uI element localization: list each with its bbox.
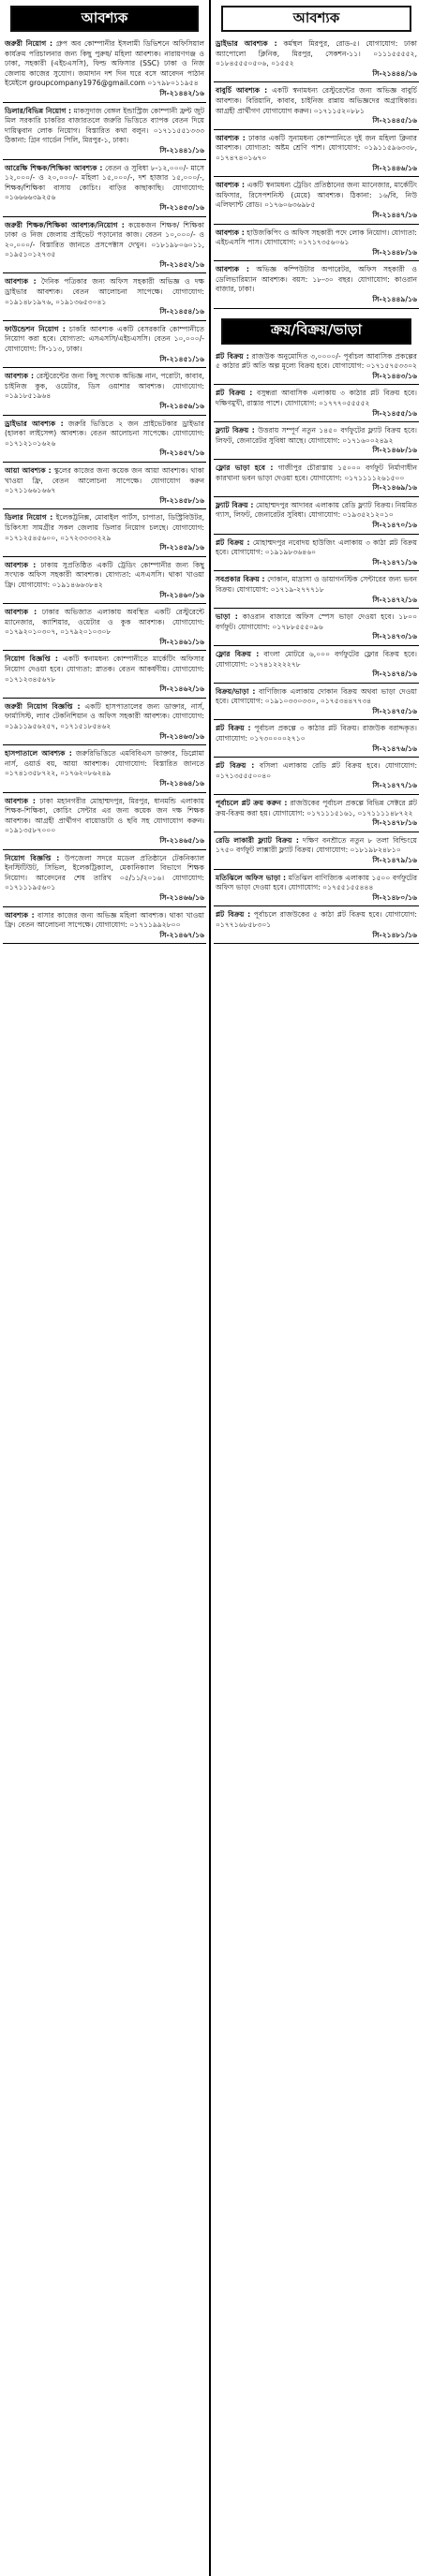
ad-code: সি-২১৪৪৪/১৬ [372,68,417,78]
classified-ad [3,852,206,907]
ad-body: পূর্বাচল প্রকল্পে ৩ কাঠার প্লট বিক্রয়। রাজউক বরাদ্দকৃত। যোগাযোগ: ০১৭৩০০০০২৭১০ [216,724,417,743]
ad-code: সি-২১৪৬৯/১৬ [372,483,417,493]
ad-code: সি-২১৪৬৮/১৬ [372,446,417,455]
ad-code: সি-২১৪৭২/১৬ [372,595,417,604]
ad-title: ভাড়া : [216,612,238,622]
ad-code: সি-২১৪৬১/১৬ [159,637,204,646]
ad-title: প্লট বিক্রয় : [216,537,250,547]
ad-title: আয়া আবশ্যক : [5,465,52,475]
ad-code: সি-২১৪৫২/১৬ [159,259,204,269]
classified-ad [214,462,419,497]
classified-ad [214,350,419,386]
classified-ad [214,387,419,422]
classified-ad [3,370,206,415]
ad-body: উপজেলা সদরে মডেল প্রতিষ্ঠানে টেকনিক্যাল ইনস্টিটিউট, সিভিল, ইলেকট্রিক্যাল, মেকানিক্যাল বিভাগে শিক্ষক নিয়োগ। আবেদনের শেষ তারিখ ০৫/১১/২০১৬। যোগাযোগ: ০১৭১১১৯৫৬০১ [5,853,204,892]
ad-code: সি-২১৪৭৮/১৬ [372,818,417,828]
classified-ad [3,464,206,509]
classified-ad [214,908,419,944]
classified-ad [3,795,206,850]
classified-ad [3,700,206,745]
ad-body: বসিলা এলাকায় রেডি প্লট বিক্রয় হবে। যোগাযোগ: ০১৭১৩৫৫৫০০৪০ [216,761,417,780]
classified-ad [214,648,419,684]
left-ads-list [3,37,206,944]
classified-ad [214,37,419,82]
ad-body: কর্মস্থল মিরপুর, রোড-৫। যোগাযোগ: ঢাকা অ্যাপোলো ক্লিনিক, মিরপুর, সেকশন-১১। ০১১১৫৫৫৫২, ০১৮৪৫৫৫০৫০৬, ০১৫৫২ [216,39,417,68]
ad-title: বাবুর্চি আবশ্যক : [216,86,268,96]
ad-code: সি-২১৪৬৭/১৬ [159,930,204,939]
ad-body: স্কুলের কাজের জন্য কয়েক জন আয়া আবশ্যক। থাকা খাওয়া ফ্রি, বেতন আলোচনা সাপেক্ষে। যোগাযোগ করুন ০১৭১১৬৬১৬৬৭ [5,465,204,495]
ad-code: সি-২১৪৬২/১৬ [159,684,204,694]
classified-ad [214,424,419,460]
classified-ad [3,275,206,320]
ad-code: সি-২১৪৪৯/১৬ [372,295,417,304]
classified-ad [214,797,419,832]
ad-code: সি-২১৪৬৫/১৬ [159,835,204,845]
ad-code: সি-২১৪৪৭/১৬ [372,210,417,219]
classified-ad [3,559,206,604]
ad-code: সি-২১৪৫৯/১৬ [159,543,204,552]
ad-body: বসুন্ধরা আবাসিক এলাকায় ৩ কাঠার প্লট বিক্রয় হবে। দক্ষিণমুখী, রাস্তার পাশে। যোগাযোগ: ০১৭৭৭০৫৫৫৫২ [216,389,417,408]
ad-body: চাকরি আবশ্যক একটি বেসরকারি কোম্পানীতে নিয়োগ করা হবে। যোগ্যতা: এসএসসি/এইচএসসি। বেতন ১০,০০০/- যোগাযোগ: সি-১১৩, ঢাকা। [5,324,204,354]
ad-body: রাজউকের পূর্বাচল প্রকল্পে বিভিন্ন সেক্টরে প্লট ক্রয়-বিক্রয় করা হয়। যোগাযোগ: ০১৭১১১৫১৬১, ০১৭১১১১৪৮৭২২ [216,799,417,817]
ad-body: কাওরান বাজারে অফিস স্পেস ভাড়া দেওয়া হবে। ১৮০০ বর্গফুট। যোগাযোগ: ০১৭৮৮৫৫৫০৯৬ [216,612,418,631]
ad-title: ড্রাইভার আবশ্যক : [5,419,64,428]
ad-body: মাকসুদাজ বেঙ্গল ইন্ডাস্ট্রিজ কোম্পানী ফ্রন্ট জুট মিল সরকারি চাকরির বাজারতলে জরুরি ভিত্তিতে ব্যাপক বেতন দিয়ে দায়িত্ববান লোক নিয়োগ। বিস্তারিত কথা বলুন। ০১৭১১৫৫১৩৩৩ ঠিকানা: গ্রিন গার্ডেন পিলি, মিরপুর-১, ঢাকা। [5,106,204,145]
ad-body: পূর্বাচলে রাজউকের ৫ কাঠা প্লট বিক্রয় হবে। যোগাযোগ: ০১৭৭১৬৮৫৮৩০১ [216,910,417,929]
ad-body: একটি স্বনামধন্য রেস্টুরেন্টের জন্য অভিজ্ঞ বাবুর্চি আবশ্যক। বিরিয়ানি, কাবাব, চাইনিজ রান্নায় অভিজ্ঞদের অগ্রাধিকার। আগ্রহী প্রার্থীগণ যোগাযোগ করুন। ০১৭১১৫২০৮৮১ [216,86,417,115]
ad-title: ফ্লোর ভাড়া হবে : [216,464,274,472]
classified-ad [214,537,419,572]
ad-body: ঢাকার একটি সুনামধন্য কোম্পানিতে দুই জন মহিলা ক্লিনার আবশ্যক। যোগ্যতা: অষ্টম শ্রেণি পাশ। যোগাযোগ: ০১৯১১৫৯৬৩৩৮, ০১৭৪৭৪০১৬৭০ [216,133,417,162]
classified-ad [3,511,206,556]
ad-code: সি-২১৪৫৪/১৬ [159,307,204,316]
ad-title: মতিঝিলে অফিস ভাড়া : [216,873,287,882]
ad-code: সি-২১৪৭৯/১৬ [372,856,417,864]
ad-code: সি-২১৪৭৩/১৬ [372,632,417,641]
ad-title: জরুরী নিয়োগ : [5,39,53,48]
right-ads-list [214,37,419,309]
ad-body: বাংলা মোটরে ৬,০০০ বর্গফুটের ফ্লোর বিক্রয় হবে। যোগাযোগ: ০১৭৪১২২২২৭৮ [216,649,417,669]
ad-title: নিয়োগ বিজ্ঞপ্তি : [5,655,58,664]
ad-body: গাজীপুর চৌরাস্তায় ১৫০০০ বর্গফুট নির্মাণাধীন কারখানা ভবন ভাড়া দেওয়া হবে। যোগাযোগ: ০১৭১১১১২৬১৫০০ [216,464,418,482]
ad-title: নিয়োগ বিজ্ঞপ্তি : [5,853,60,862]
ad-code: সি-২১৪৪২/১৬ [159,88,204,97]
ad-body: একটি হাসপাতালের জন্য ডাক্তার, নার্স, ফার্মাসিস্ট, ল্যাব টেকনিশিয়ান ও অফিস সহকারী আবশ্যক। যোগাযোগ: ০১৯১১৯৫৬২৫৭, ০১৭১৫১৮৫৪৬২ [5,701,205,731]
classified-ad [214,722,419,758]
ad-code: সি-২১৪৫৫/১৬ [372,408,417,418]
classified-ad [214,573,419,609]
sale-ads-list [214,350,419,945]
ad-body: ঢাকা মহানগরীর মোহাম্মদপুর, মিরপুর, ধানমন্ডি এলাকায় শিক্ষক-শিক্ষিকা, কোচিং সেন্টার এর জন্য কয়েক জন দক্ষ শিক্ষক আবশ্যক। আগ্রহী প্রার্থীগণ বায়োডাটা ও ছবি সহ যোগাযোগ করুন। ০১৯১৩৫৮৭০০০ [5,796,204,835]
ad-code: সি-২১৪৪১/১৬ [159,145,204,155]
ad-body: দক্ষিণ বনশ্রীতে নতুন ৮ তলা বিল্ডিংয়ে ১৭৫০ বর্গফুট লাক্সারী ফ্ল্যাট বিক্রয়। যোগাযোগ: ০১৮১৯৮২৪৮১০ [216,835,417,855]
classified-ad [214,759,419,795]
classified-ad [214,499,419,535]
classified-ad [214,685,419,721]
ad-title: সবপ্রকার বিক্রয় : [216,575,265,584]
ad-code: সি-২১৪৭৬/১৬ [372,743,417,753]
ad-title: ফ্লোর বিক্রয় : [216,649,260,658]
ad-body: উত্তরায় সম্পূর্ণ নতুন ১৪৫০ বর্গফুটের ফ্ল্যাট বিক্রয় হবে। লিফট, জেনারেটর সুবিধা আছে। যোগাযোগ: ০১৭১৬০০২৪৯২ [216,426,418,445]
ad-body: বাণিজ্যিক এলাকায় দোকান বিক্রয় অথবা ভাড়া দেওয়া হবে। যোগাযোগ: ০১৯১০৩৩০৩৩০, ০১৭৫৩৪৪৭৭৩৪ [216,686,417,706]
ad-title: আবশ্যক : [216,181,245,190]
ad-body: হাউজকিপিং ও অফিস সহকারী পদে লোক নিয়োগ। যোগ্যতা: এইচএসসি পাস। যোগাযোগ: ০১৭১৭৩৫৬০৬১ [216,228,417,247]
ad-title: আবশ্যক : [5,910,35,920]
classified-ad [3,37,206,103]
ad-code: সি-২১৪৪৩/১৬ [372,371,417,380]
ad-title: আরেক্ষি শিক্ষক/শিক্ষিকা আবশ্যক : [5,163,103,172]
classified-ad [214,263,419,308]
ad-body: অভিজ্ঞ কম্পিউটার অপারেটর, অফিস সহকারী ও ডেলিভারিম্যান আবশ্যক। বয়স: ১৮-৩০ বছর। যোগাযোগ: কাওরান বাজার, ঢাকা। [216,265,417,294]
ad-code: সি-২১৪৪৫/১৬ [372,116,417,125]
section-heading-required-right: আবশ্যক [221,6,411,32]
ad-code: সি-২১৪৫৩/১৬ [159,202,204,212]
section-heading-required: আবশ্যক [10,6,199,32]
ad-title: আবশ্যক : [216,265,249,274]
ad-body: একটি স্বনামধন্য ট্রেডিং প্রতিষ্ঠানের জন্য ম্যানেজার, মার্কেটিং অফিসার, রিসেপশনিস্ট (মেয়ে) আবশ্যক। ঠিকানা: ১৬/বি, নিউ এলিফ্যান্ট রোড। ০১৭৬০৬৩৬৯৮৫ [216,181,417,210]
ad-body: দৈনিক পত্রিকার জন্য অফিস সহকারী অভিজ্ঞ ও দক্ষ ড্রাইভার আবশ্যক। বেতন আলোচনা সাপেক্ষে। যোগাযোগ: ০১৯১৪৮১৯৭৬, ০১৯১৩৬৫৩০৪১ [5,277,204,306]
ad-title: প্লট বিক্রয় : [216,351,249,361]
ad-body: বাসার কাজের জন্য অভিজ্ঞ মহিলা আবশ্যক। থাকা খাওয়া ফ্রি। বেতন আলোচনা সাপেক্ষে। যোগাযোগ: ০১৭১১৯৯২৮০০ [5,910,204,930]
ad-title: ড্রাইভার আবশ্যক : [216,39,277,48]
ad-title: ফ্ল্যাট বিক্রয় : [216,500,254,509]
ad-code: সি-২১৪৫৬/১৬ [159,402,204,410]
ad-body: রেস্টুরেন্টের জন্য কিছু সংখ্যক অভিজ্ঞ নান, পরোটা, কাবাব, চাইনিজ কুক, ওয়েটার, ডিস ওয়াশার আবশ্যক। যোগাযোগ: ০১৯১৮৫১৯৬৪ [5,372,204,401]
ad-body: কয়েকজন শিক্ষক/ শিক্ষিকা ঢাকা ও নিজ জেলায় প্রাইভেট পড়ানোর কাজ। বেতন ১০,০০০/- ও ২০,০০০/- বিস্তারিত জানতে প্রসপেক্টাস দেখুন। ০১৮১৯৮০৬০১১, ০১৯৫১০১২৭৩৫ [5,220,204,259]
left-column [0,0,211,2576]
ad-title: প্লট বিক্রয় : [216,910,251,920]
ad-body: ঢাকায় সুপ্রতিষ্ঠিত একটি ট্রেডিং কোম্পানীর জন্য কিছু সংখ্যক অফিস সহকারী আবশ্যক। যোগ্যতা: এসএসসি। থাকা খাওয়া ফ্রি। যোগাযোগ: ০১৯১৪৬৬৩৮৪২ [5,560,205,589]
classified-ad [214,611,419,646]
classified-ad [214,227,419,262]
classified-ad [214,179,419,224]
classified-ad [214,872,419,907]
ad-body: রাজউক অনুমোদিত ৩,০০০০/- পূর্বাচল আবাসিক প্রকল্পের ৫ কাঠার প্লট অতি অল্প মূল্যে বিক্রয় হবে। যোগাযোগ: ০১৭১৫৭৫৩৩০২ [216,351,417,371]
ad-title: আবশ্যক : [216,228,245,237]
ad-code: সি-২১৪৪৮/১৬ [372,247,417,257]
classified-ad [3,105,206,160]
ad-body: মোহাম্মদপুর আদাবর এলাকায় রেডি ফ্ল্যাট বিক্রয়। নিয়মিত গ্যাস, লিফট, জেনারেটর সুবিধা। যোগাযোগ: ০১৯৩৫২১২০১০ [216,500,418,520]
classified-ad [3,606,206,651]
ad-title: ডিলার নিয়োগ : [5,513,53,523]
ad-title: ফ্ল্যাট বিক্রয় : [216,426,255,435]
ad-body: গ্রুপ অব কোম্পানীর ইসলামী ডিভিশনে অফিসিয়াল কার্যক্রম পরিচালনার জন্য কিছু পুরুষ/ মহিলা আবশ্যক। নারায়ণগঞ্জ ও ঢাকা, সহকারী (এইচএসসি), ফিল্ড অফিসার (SSC) ঢাকা ও নিজ জেলায় কাজের সুযোগ। জমাদান দশ দিন ঘরে বসে আবেদন পাঠান ইমেইলে groupcompany1976@gmail.com ০১৭৯৮০১১৯৫৪ [5,39,204,88]
classified-ad [3,653,206,698]
ad-code: সি-২১৪৭০/১৬ [372,520,417,529]
ad-title: প্লট বিক্রয় : [216,389,253,398]
classified-ad [3,418,206,463]
ad-title: আবশ্যক : [216,133,246,142]
ad-code: সি-২১৪৬৩/১৬ [159,731,204,741]
ad-code: সি-২১৪৬০/১৬ [159,590,204,599]
ad-title: ডিলার/বিভিন্ন নিয়োগ : [5,106,72,115]
ad-body: ঢাকার অভিজাত এলাকায় অবস্থিত একটি রেস্টুরেন্টে ম্যানেজার, ক্যাশিয়ার, ওয়েটার ও কুক আবশ্যক। যোগাযোগ: ০১৭৯২০১০৩০৭, ০১৭৯২০১০৩০৮ [5,608,204,637]
ad-code: সি-২১৪৭১/১৬ [372,557,417,567]
ad-body: জরুরিভিত্তিতে এমবিবিএস ডাক্তার, ডিপ্লোমা নার্স, ওয়ার্ড বয়, আয়া আবশ্যক। যোগাযোগ: বিস্তারিত জানতে ০১৭৪১৩৫৮৭২২, ০১৭৬২০৮৬২৪৯ [5,749,204,778]
ad-title: ফাউন্ডেশন নিয়োগ : [5,324,66,333]
ad-code: সি-২১৪৫১/১৬ [159,354,204,363]
ad-body: মতিঝিল বাণিজ্যিক এলাকায় ১৫০০ বর্গফুটের অফিস ভাড়া দেওয়া হবে। যোগাযোগ: ০১৭৫৫১৫৫৪৪৪ [216,873,417,892]
ad-body: ইলেকট্রনিক্স, মোবাইল পার্টস, চাপাতা, ডিস্ট্রিবিউটর, চিকিৎসা সামগ্রীর সকল জেলায় ডিলার নিয়োগ চলছে। যোগাযোগ: ০১৭১২৫৪৫৬০০, ০১৭২৩৩৩৩২২৯ [5,513,204,542]
ad-title: রেডি লাকারী ফ্ল্যাট বিক্রয় : [216,835,299,845]
ad-body: জরুরি ভিত্তিতে ২ জন প্রাইভেটকার ড্রাইভার (হালকা লাইসেন্স) আবশ্যক। বেতন আলোচনা সাপেক্ষে। যোগাযোগ: ০১৭১২১০১৬২৬ [5,419,204,448]
ad-body: একটি স্বনামধন্য কোম্পানীতে মার্কেটিং অফিসার নিয়োগ দেওয়া হবে। যোগ্যতা: স্নাতক। বেতন আকর্ষণীয়। যোগাযোগ: ০১৭১২৩৪৫৬৭৮ [5,655,204,684]
ad-title: প্লট বিক্রয় : [216,724,251,733]
ad-code: সি-২১৪৭৭/১৬ [372,781,417,790]
ad-title: পূর্বাচলে প্লট ক্রয় করুন : [216,799,288,808]
ad-title: বিক্রয়/ভাড়া : [216,686,256,696]
classified-ad [3,909,206,945]
classified-ad [3,323,206,368]
ad-code: সি-২১৪৭৪/১৬ [372,670,417,679]
classified-ad [3,747,206,792]
classified-ad [3,219,206,274]
ad-code: সি-২১৪৮০/১৬ [372,892,417,902]
classified-ad [214,834,419,870]
classified-ad [3,162,206,217]
ad-code: সি-২১৪৭৫/১৬ [372,706,417,715]
classified-ad [214,132,419,177]
ad-code: সি-২১৪৮১/১৬ [372,930,417,939]
ad-code: সি-২১৪৫৭/১৬ [159,449,204,458]
ad-body: দোকান, মাদ্রাসা ও ডায়াগনস্টিক সেন্টারের জন্য ভবন বিক্রয়। যোগাযোগ: ০১৭১৯-২৭৭৭১৮ [216,575,417,594]
section-heading-buy-sell-rent: ক্রয়/বিক্রয়/ভাড়া [221,318,411,345]
ad-title: জরুরী শিক্ষক/শিক্ষিকা আবশ্যক/নিয়োগ : [5,220,125,229]
ad-title: আবশ্যক : [5,372,35,381]
ad-body: বেতন ও সুবিধা ৮-১২,০০০/- মাসে ১২,০০০/- ও ২০,০০০/- মহিলা ১৫,০০০/-, দশ হাজার ১৫,০০০/-, শিক্ষক/শিক্ষিকা বাসায় কোচিং। বাড়ির কাছাকাছি। যোগাযোগ: ০১৬৬৬৬৩৯২৫৬ [5,163,204,202]
ad-title: আবশ্যক : [5,796,36,805]
ad-title: হাসপাতালে আবশ্যক : [5,749,72,758]
ad-title: আবশ্যক : [5,608,37,617]
ad-title: জরুরী নিয়োগ বিজ্ঞপ্তি : [5,701,81,711]
ad-code: সি-২১৪৪৬/১৬ [372,163,417,172]
right-column [211,0,422,2576]
ad-title: আবশ্যক : [5,560,37,569]
ad-body: মোহাম্মদপুর নবোদয় হাউজিং এলাকায় ৩ কাঠা প্লট বিক্রয় হবে। যোগাযোগ: ০১৯১৯৮৩৬৪৬০ [216,537,417,557]
ad-title: প্লট বিক্রয় : [216,761,255,771]
classified-ad [214,84,419,129]
ad-code: সি-২১৪৬৬/১৬ [159,892,204,902]
ad-code: সি-২১৪৬৪/১৬ [159,779,204,788]
ad-code: সি-২১৪৫৮/১৬ [159,495,204,505]
ad-title: আবশ্যক : [5,277,37,287]
